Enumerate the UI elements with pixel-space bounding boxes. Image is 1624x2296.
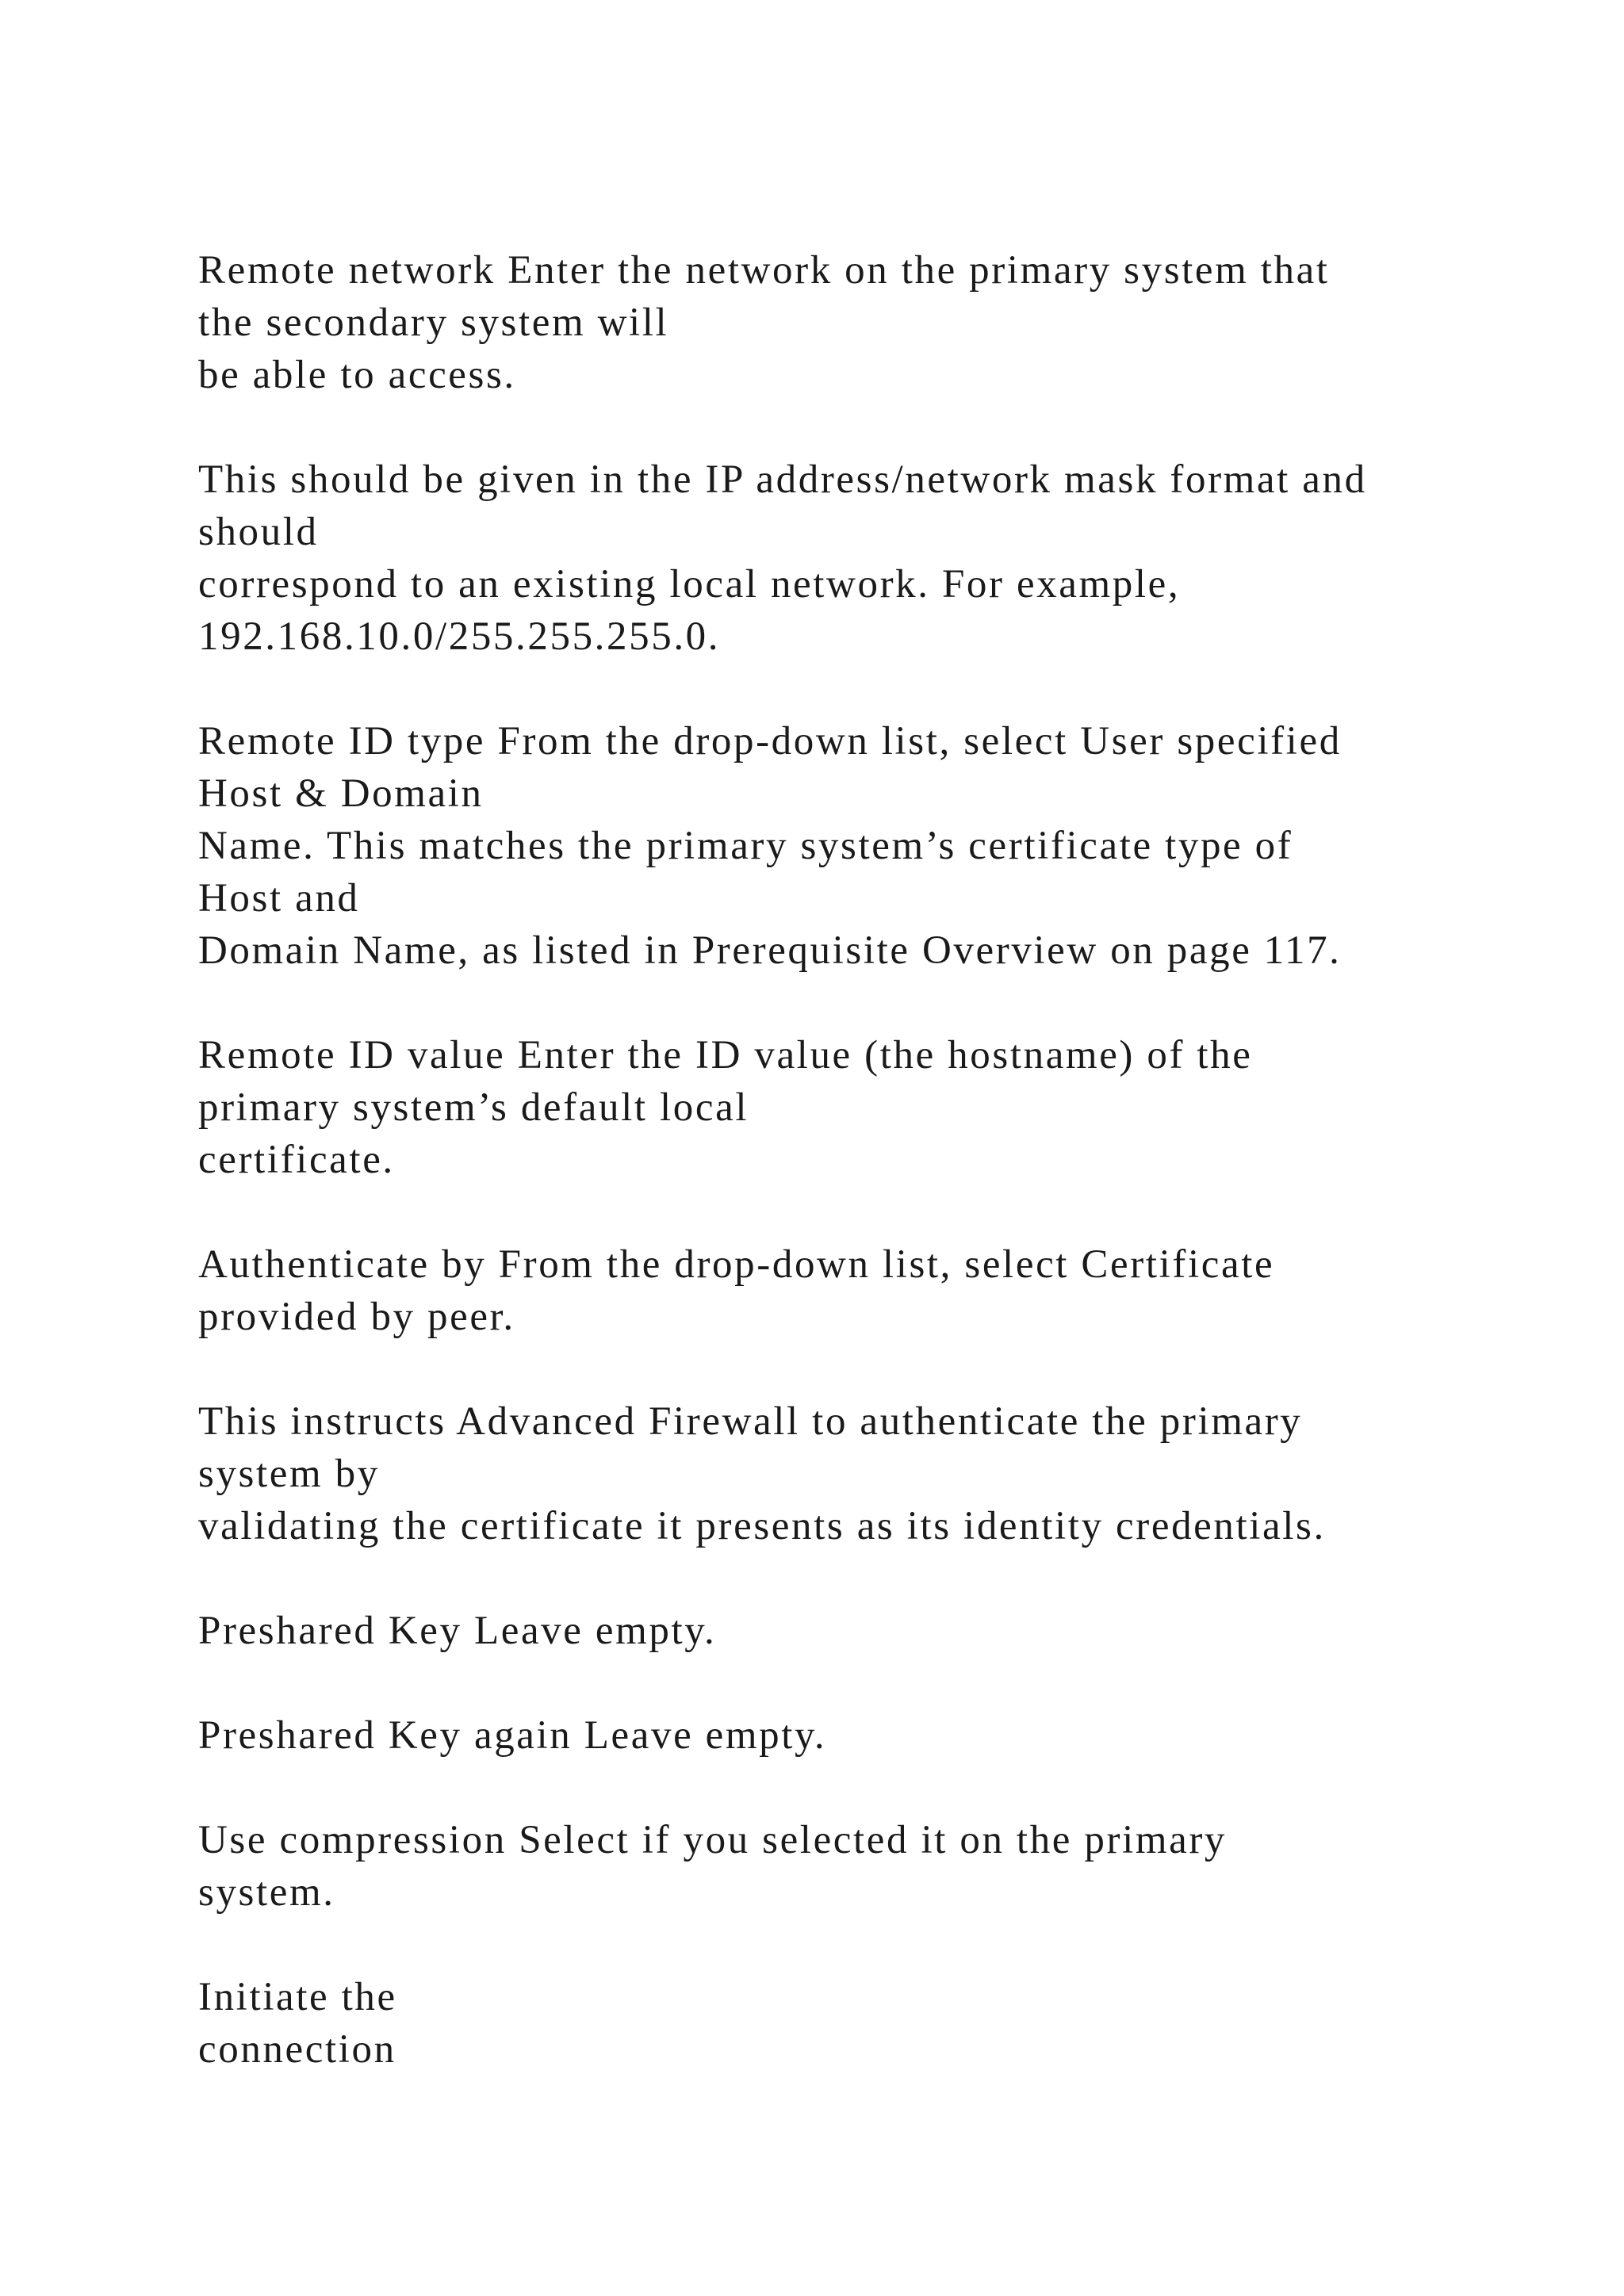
text-line: Initiate the [198,1975,397,2019]
text-line: Remote ID value Enter the ID value (the hostname) of the [198,1033,1253,1077]
text-line: Host & Domain [198,771,484,816]
text-line: correspond to an existing local network. For example, [198,562,1181,607]
text-line: This instructs Advanced Firewall to authenticate the primary [198,1399,1303,1444]
text-line: should [198,510,319,554]
text-line: Preshared Key again Leave empty. [198,1713,827,1758]
text-line: Name. This matches the primary system’s certificate type of [198,824,1293,868]
text-line: Preshared Key Leave empty. [198,1609,717,1653]
document-body [198,244,1546,2076]
paragraph-firewall-instructions [198,1395,1546,1552]
text-line: 192.168.10.0/255.255.255.0. [198,614,721,659]
text-line: validating the certificate it presents as its identity credentials. [198,1504,1326,1548]
text-line: Use compression Select if you selected it on the primary [198,1818,1228,1862]
paragraph-network-format [198,453,1546,663]
paragraph-preshared-key [198,1605,1546,1657]
text-line: provided by peer. [198,1295,515,1339]
text-line: primary system’s default local [198,1085,749,1130]
paragraph-remote-id-value [198,1029,1546,1186]
text-line: certificate. [198,1138,395,1182]
text-line: the secondary system will [198,300,669,345]
text-line: be able to access. [198,353,516,397]
paragraph-preshared-key-again [198,1709,1546,1762]
text-line: This should be given in the IP address/network mask format and [198,457,1367,502]
paragraph-remote-network [198,244,1546,401]
text-line: Remote ID type From the drop-down list, select User specified [198,719,1342,763]
paragraph-authenticate-by [198,1238,1546,1343]
text-line: system. [198,1870,335,1915]
text-line: Domain Name, as listed in Prerequisite Overview on page 117. [198,928,1342,973]
paragraph-initiate-connection [198,1971,1546,2076]
text-line: Remote network Enter the network on the primary system that [198,248,1330,293]
paragraph-use-compression [198,1814,1546,1919]
paragraph-remote-id-type [198,715,1546,977]
text-line: system by [198,1452,380,1496]
text-line: Authenticate by From the drop-down list, select Certificate [198,1242,1275,1287]
text-line: connection [198,2027,396,2072]
text-line: Host and [198,876,360,920]
